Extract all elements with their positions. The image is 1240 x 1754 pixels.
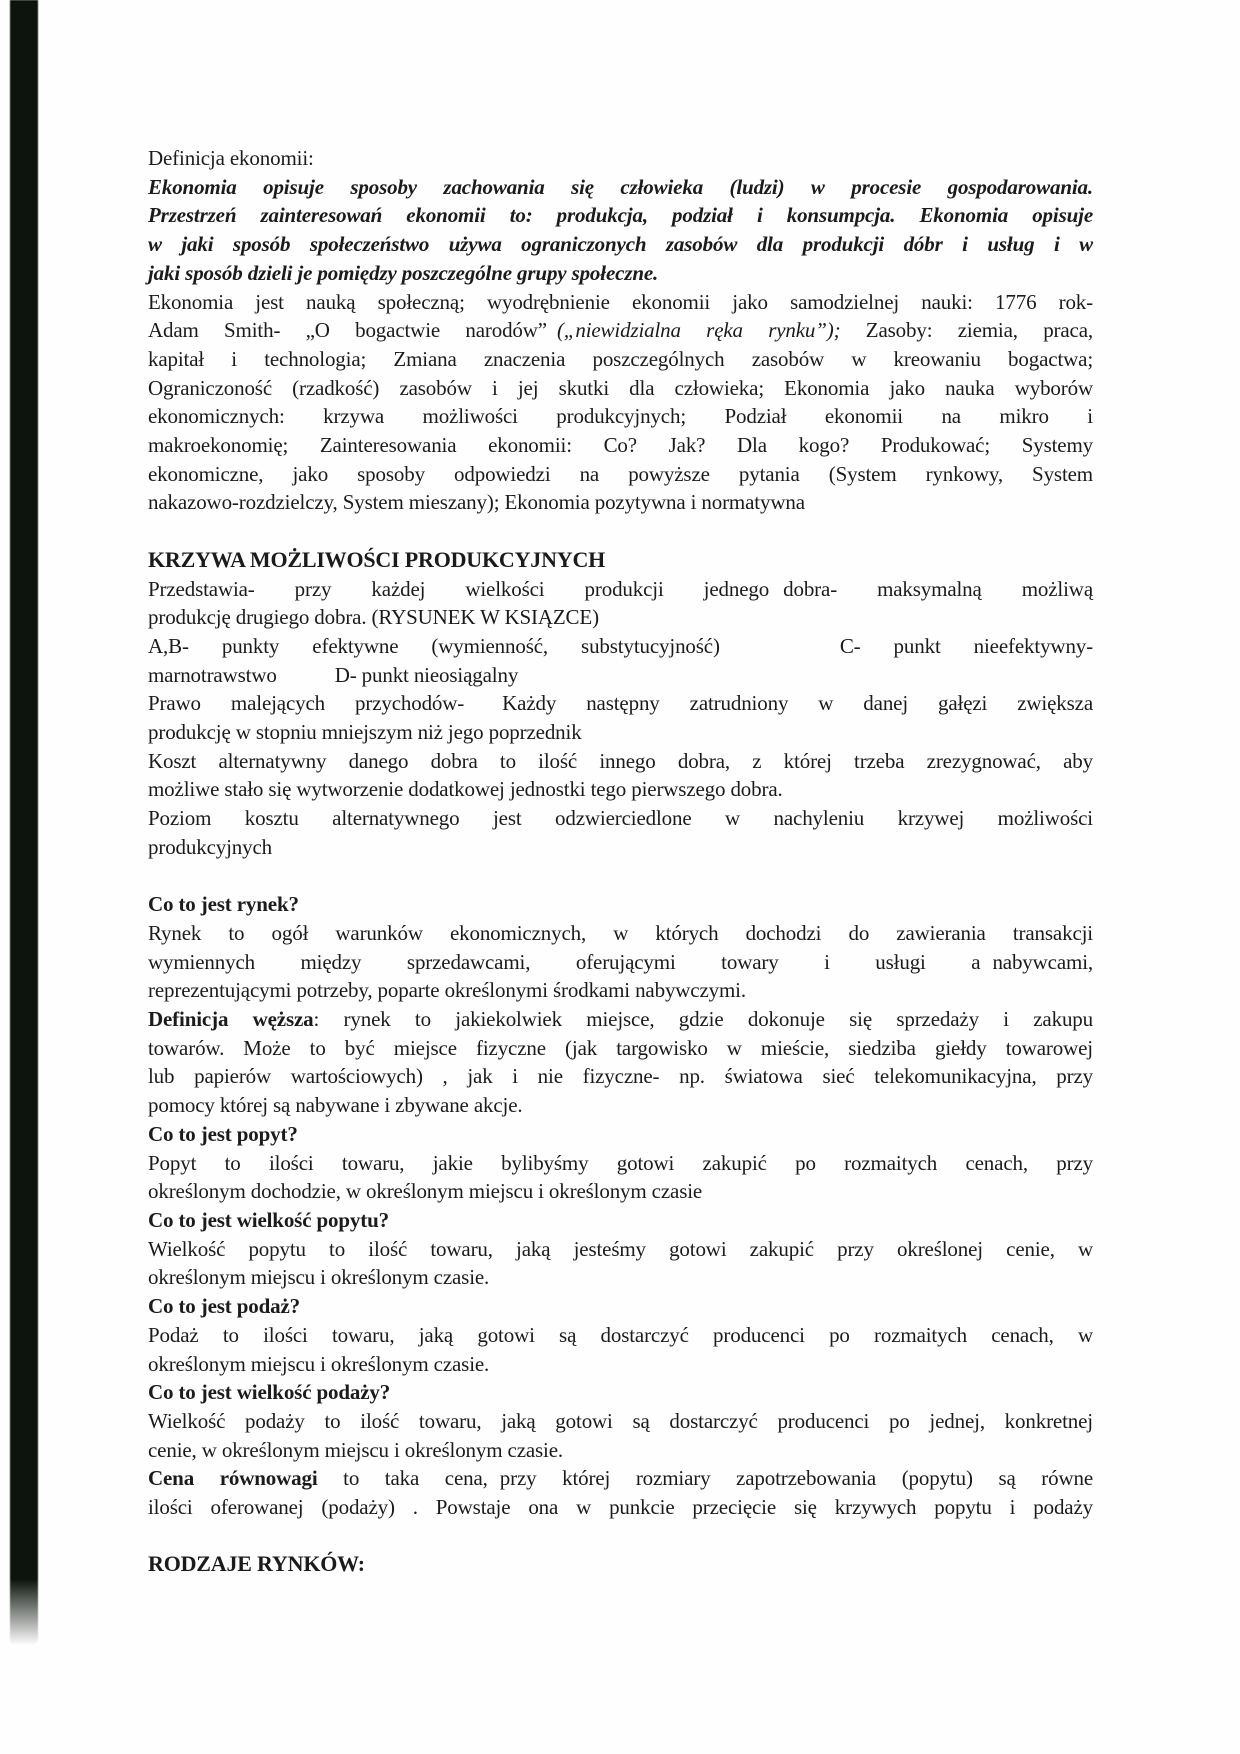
text-run: kapitał i technologia; Zmiana znaczenia poszczególnych zasobów w kreowaniu bogactwa; [148, 346, 1093, 371]
text-line [148, 173, 1093, 202]
text-line [148, 1235, 1093, 1264]
text-line [148, 259, 1093, 288]
text-run: Prawo malejących przychodów- [148, 691, 465, 716]
text-block [148, 144, 1093, 1579]
text-run: Ograniczoność (rzadkość) zasobów i jej skutki dla człowieka; Ekonomia jako nauka wyborów [148, 375, 1093, 400]
blank-line [148, 1522, 1093, 1551]
text-run: : rynek to jakiekolwiek miejsce, gdzie dokonuje się sprzedaży i zakupu [313, 1007, 1093, 1032]
text-run: nabywcami, [992, 949, 1093, 974]
tab-spacer [464, 709, 502, 710]
text-line [148, 1263, 1093, 1292]
text-run: C- punkt nieefektywny- [839, 633, 1093, 658]
text-line [148, 833, 1093, 862]
text-line [148, 201, 1093, 230]
text-run: określonym dochodzie, w określonym miejscu i określonym czasie [148, 1179, 703, 1204]
text-line [148, 374, 1093, 403]
text-run: Wielkość popytu to ilość towaru, jaką jesteśmy gotowi zakupić przy określonej cenie, w [148, 1236, 1093, 1261]
text-run: Każdy następny zatrudniony w danej gałęzi zwiększa [502, 691, 1093, 716]
text-line [148, 575, 1093, 604]
text-run: jaki sposób dzieli je pomiędzy poszczególne grupy społeczne. [148, 260, 659, 285]
text-line [148, 976, 1093, 1005]
text-line [148, 230, 1093, 259]
tab-spacer [720, 652, 840, 653]
text-run: Koszt alternatywny danego dobra to ilość innego dobra, z której trzeba zrezygnować, aby [148, 748, 1093, 773]
text-run: Adam Smith- „O bogactwie narodów” [148, 318, 547, 343]
text-run: marnotrawstwo [148, 662, 277, 687]
text-line [148, 1350, 1093, 1379]
text-run: Co to jest rynek? [148, 892, 299, 917]
text-line [148, 345, 1093, 374]
text-run: wymiennych między sprzedawcami, oferującymi towary i usługi a [148, 949, 981, 974]
text-line [148, 919, 1093, 948]
text-line [148, 488, 1093, 517]
text-line [148, 460, 1093, 489]
text-line [148, 603, 1093, 632]
text-line [148, 1493, 1093, 1522]
text-run: towarów. Może to być miejsce fizyczne (jak targowisko w mieście, siedziba giełdy towarowej [148, 1035, 1093, 1060]
text-line [148, 1034, 1093, 1063]
tab-spacer [488, 1484, 500, 1485]
text-line [148, 747, 1093, 776]
text-run: KRZYWA MOŻLIWOŚCI PRODUKCYJNYCH [148, 546, 606, 572]
text-line [148, 661, 1093, 690]
text-run: makroekonomię; Zainteresowania ekonomii: Co? Jak? Dla kogo? Produkować; Systemy [148, 433, 1093, 458]
text-run: Cena równowagi [148, 1466, 318, 1491]
text-line [148, 948, 1093, 977]
text-line [148, 632, 1093, 661]
tab-spacer [769, 595, 783, 596]
text-run: Poziom kosztu alternatywnego jest odzwierciedlone w nachyleniu krzywej możliwości [148, 806, 1093, 831]
text-line [148, 1062, 1093, 1091]
text-line [148, 144, 1093, 173]
text-run: Podaż to ilości towaru, jaką gotowi są dostarczyć producenci po rozmaitych cenach, w [148, 1322, 1093, 1347]
text-run: Ekonomia jest nauką społeczną; wyodrębnienie ekonomii jako samodzielnej nauki: 1776 rok- [148, 289, 1093, 314]
tab-spacer [980, 968, 992, 969]
text-run: nakazowo-rozdzielczy, System mieszany); Ekonomia pozytywna i normatywna [148, 490, 805, 515]
text-run: reprezentującymi potrzeby, poparte określonymi środkami nabywczymi. [148, 978, 746, 1003]
text-run: produkcyjnych [148, 834, 273, 859]
text-run: D- punkt nieosiągalny [334, 662, 519, 687]
text-line [148, 402, 1093, 431]
text-line [148, 1464, 1093, 1493]
text-run: produkcję w stopniu mniejszym niż jego poprzednik [148, 720, 582, 745]
text-run: produkcję drugiego dobra. (RYSUNEK W KSIĄZCE) [148, 605, 599, 630]
text-run: Popyt to ilości towaru, jakie bylibyśmy gotowi zakupić po rozmaitych cenach, przy [148, 1150, 1093, 1175]
text-run: Zasoby: ziemia, praca, [840, 318, 1093, 343]
blank-line [148, 517, 1093, 546]
text-run: ekonomicznych: krzywa możliwości produkcyjnych; Podział ekonomii na mikro i [148, 404, 1093, 429]
text-line [148, 1149, 1093, 1178]
text-run: ilości oferowanej (podaży) . Powstaje ona w punkcie przecięcie się krzywych popytu i podaży [148, 1495, 1093, 1520]
text-run: pomocy której są nabywane i zbywane akcje. [148, 1093, 523, 1118]
text-run: Wielkość podaży to ilość towaru, jaką gotowi są dostarczyć producenci po jednej, konkretnej [148, 1408, 1093, 1433]
text-run: Przedstawia- przy każdej wielkości produkcji jednego [148, 576, 770, 601]
text-run: określonym miejscu i określonym czasie. [148, 1351, 490, 1376]
text-run: przy której rozmiary zapotrzebowania (popytu) są równe [499, 1466, 1093, 1491]
text-line [148, 1206, 1093, 1235]
text-run: A,B- punkty efektywne (wymienność, substytucyjność) [148, 633, 720, 658]
text-line [148, 890, 1093, 919]
text-run: Rynek to ogół warunków ekonomicznych, w których dochodzi do zawierania transakcji [148, 920, 1093, 945]
text-run: cenie, w określonym miejscu i określonym czasie. [148, 1437, 564, 1462]
section-heading [148, 546, 1093, 575]
text-run: w jaki sposób społeczeństwo używa ograniczonych zasobów dla produkcji dóbr i usług i w [148, 232, 1093, 257]
text-line [148, 1120, 1093, 1149]
text-run: możliwe stało się wytworzenie dodatkowej jednostki tego pierwszego dobra. [148, 777, 783, 802]
text-run: Przestrzeń zainteresowań ekonomii to: produkcja, podział i konsumpcja. Ekonomia opisuje [148, 203, 1093, 228]
text-line [148, 718, 1093, 747]
text-line [148, 1436, 1093, 1465]
text-run: Ekonomia opisuje sposoby zachowania się człowieka (ludzi) w procesie gospodarowania. [148, 174, 1093, 199]
text-line [148, 1005, 1093, 1034]
text-line [148, 689, 1093, 718]
blank-line [148, 862, 1093, 891]
section-heading [148, 1550, 1093, 1579]
text-line [148, 1091, 1093, 1120]
scan-edge-artifact [10, 0, 38, 1645]
text-run: to taka cena, [317, 1466, 488, 1491]
text-line [148, 431, 1093, 460]
tab-spacer [277, 681, 335, 682]
text-run: („niewidzialna ręka rynku”); [556, 318, 841, 343]
tab-spacer [547, 336, 557, 337]
text-line [148, 1378, 1093, 1407]
text-run: Definicja ekonomii: [148, 146, 314, 170]
text-line [148, 804, 1093, 833]
text-run: RODZAJE RYNKÓW: [148, 1551, 365, 1577]
text-run: dobra- maksymalną możliwą [783, 576, 1093, 601]
text-line [148, 775, 1093, 804]
text-line [148, 1321, 1093, 1350]
text-run: lub papierów wartościowych) , jak i nie fizyczne- np. światowa sieć telekomunikacyjna, przy [148, 1064, 1093, 1089]
text-run: Definicja węższa [148, 1007, 314, 1032]
text-run: ekonomiczne, jako sposoby odpowiedzi na powyższe pytania (System rynkowy, System [148, 461, 1093, 486]
text-run: Co to jest podaż? [148, 1294, 301, 1319]
text-line [148, 288, 1093, 317]
text-line [148, 1407, 1093, 1436]
text-run: Co to jest wielkość popytu? [148, 1207, 389, 1232]
text-line [148, 1177, 1093, 1206]
text-run: Co to jest popyt? [148, 1121, 298, 1146]
text-line [148, 1292, 1093, 1321]
text-run: Co to jest wielkość podaży? [148, 1380, 391, 1405]
text-run: określonym miejscu i określonym czasie. [148, 1265, 490, 1290]
text-line [148, 316, 1093, 345]
